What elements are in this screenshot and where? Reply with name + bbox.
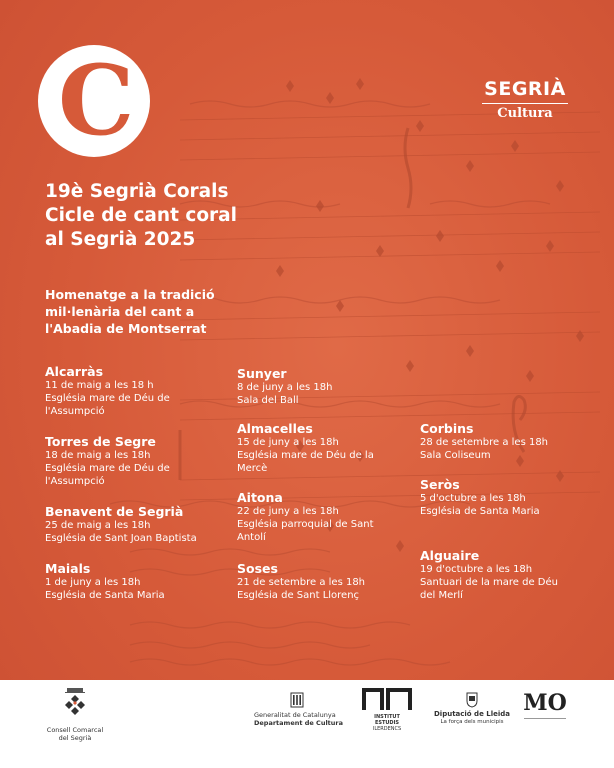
concert-town: Soses (237, 561, 278, 576)
logo-letter: C (58, 44, 135, 157)
concert-aitona (237, 490, 422, 544)
title-line-3: al Segrià 2025 (45, 229, 196, 250)
subtitle-line-1: Homenatge a la tradició (45, 287, 215, 302)
concert-town: Seròs (420, 477, 460, 492)
montserrat-logo (520, 690, 570, 721)
concert-venue: Sala del Ball (237, 395, 299, 406)
concert-town: Torres de Segre (45, 434, 156, 449)
concert-venue: Església de Sant Joan Baptista (45, 533, 197, 544)
subtitle-line-2: mil·lenària del cant a (45, 304, 195, 319)
concert-town: Alguaire (420, 548, 480, 563)
concert-alguaire (420, 548, 605, 602)
concert-venue: Església parroquial de Sant (237, 519, 374, 530)
subtitle-line-3: l'Abadia de Montserrat (45, 321, 207, 336)
concert-venue-cont: l'Assumpció (45, 406, 105, 417)
poster-title (45, 180, 375, 252)
concert-venue-cont: del Merlí (420, 590, 463, 601)
concert-date: 21 de setembre a les 18h (237, 577, 366, 588)
concert-date: 18 de maig a les 18h (45, 450, 151, 461)
concert-venue: Església de Santa Maria (420, 506, 540, 517)
brand-name: SEGRIÀ (484, 78, 566, 100)
concert-sunyer (237, 366, 422, 407)
concert-corbins (420, 421, 605, 462)
concert-date: 25 de maig a les 18h (45, 520, 151, 531)
brand-subtitle: Cultura (497, 106, 553, 121)
institut-estudis-ilerdencs-logo (362, 688, 412, 730)
segria-corals-logo (38, 45, 150, 157)
title-line-1: 19è Segrià Corals (45, 181, 229, 202)
concert-venue: Església mare de Déu de (45, 463, 170, 474)
concert-town: Corbins (420, 421, 474, 436)
concert-torres-de-segre (45, 434, 230, 488)
brand-divider (482, 103, 568, 104)
concert-venue: Església de Sant Llorenç (237, 590, 360, 601)
concert-almacelles (237, 421, 422, 475)
concert-benavent-de-segria (45, 504, 235, 545)
concert-town: Aitona (237, 490, 283, 505)
concert-alcarras (45, 364, 230, 418)
concert-town: Maials (45, 561, 91, 576)
diputacio-line-2: La força dels municipis (440, 719, 504, 725)
segria-cultura-brand (480, 78, 570, 121)
generalitat-logo (254, 692, 354, 727)
consell-crest-icon (57, 686, 93, 722)
concert-date: 8 de juny a les 18h (237, 382, 333, 393)
concert-venue-cont: Antolí (237, 532, 266, 543)
concert-venue-cont: Mercè (237, 463, 268, 474)
concert-date: 1 de juny a les 18h (45, 577, 141, 588)
generalitat-line-2: Departament de Cultura (254, 719, 343, 727)
concert-venue: Església mare de Déu de (45, 393, 170, 404)
concert-maials (45, 561, 230, 602)
iei-line-3: ILERDENCS (372, 726, 402, 732)
concert-date: 11 de maig a les 18 h (45, 380, 154, 391)
concert-venue: Església mare de Déu de la (237, 450, 374, 461)
concert-venue: Església de Santa Maria (45, 590, 165, 601)
concert-town: Sunyer (237, 366, 287, 381)
montserrat-logo-icon: MO (523, 690, 567, 716)
concert-town: Almacelles (237, 421, 313, 436)
montserrat-divider (524, 718, 566, 719)
concert-soses (237, 561, 422, 602)
concert-venue: Sala Coliseum (420, 450, 491, 461)
poster-subtitle (45, 286, 305, 337)
concert-date: 28 de setembre a les 18h (420, 437, 549, 448)
iei-line-1: INSTITUT (374, 714, 400, 720)
consell-line-2: del Segrià (58, 734, 92, 742)
title-line-2: Cicle de cant coral (45, 205, 237, 226)
concert-date: 19 d'octubre a les 18h (420, 564, 533, 575)
concert-seros (420, 477, 605, 518)
generalitat-line-1: Generalitat de Catalunya (254, 711, 336, 719)
diputacio-crest-icon (466, 692, 478, 708)
concert-date: 5 d'octubre a les 18h (420, 493, 526, 504)
concert-date: 15 de juny a les 18h (237, 437, 339, 448)
concert-venue-cont: l'Assumpció (45, 476, 105, 487)
generalitat-icon (290, 692, 304, 708)
iei-line-2: ESTUDIS (374, 720, 400, 726)
diputacio-line-1: Diputació de Lleida (433, 710, 510, 718)
sponsors-footer (0, 680, 614, 768)
concert-date: 22 de juny a les 18h (237, 506, 339, 517)
concert-town: Benavent de Segrià (45, 504, 184, 519)
consell-line-1: Consell Comarcal (46, 726, 104, 734)
diputacio-lleida-logo (432, 692, 512, 726)
concert-town: Alcarràs (45, 364, 104, 379)
concert-venue: Santuari de la mare de Déu (420, 577, 558, 588)
consell-comarcal-logo (45, 686, 105, 742)
iei-icon (362, 688, 412, 710)
